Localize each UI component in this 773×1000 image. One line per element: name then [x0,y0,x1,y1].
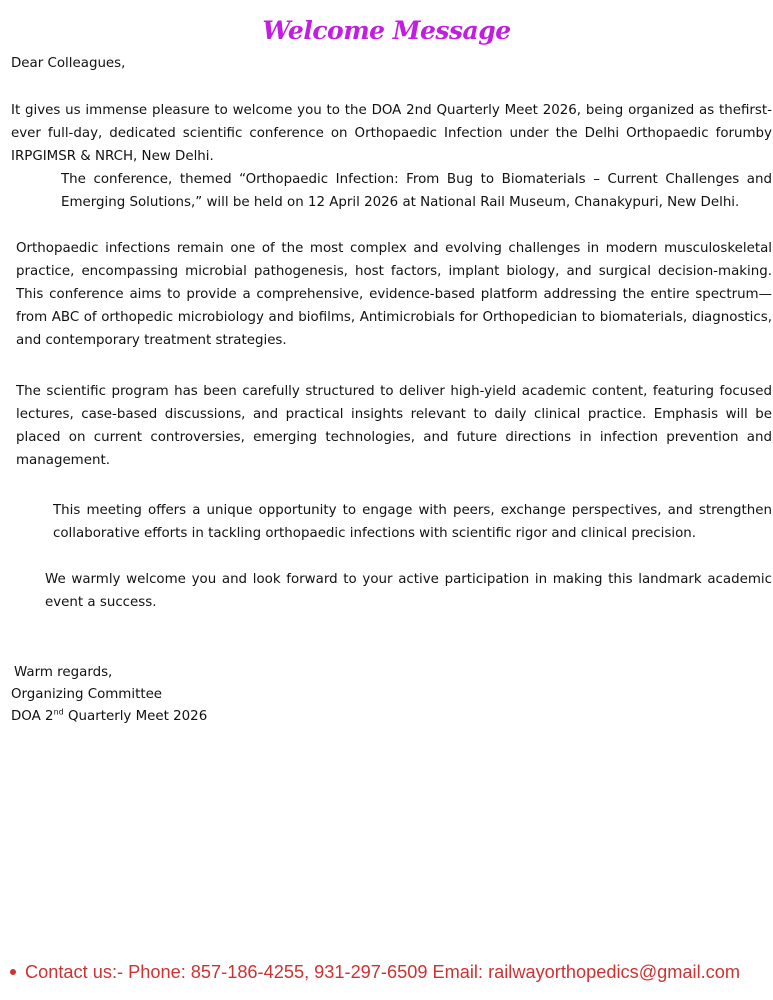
sign-off-regards: Warm regards, [14,665,113,680]
paragraph-infections: Orthopaedic infections remain one of the most complex and evolving challenges in modern musculoskeletal practice, encompassing microbial pathogenesis, host factors, implant biology, and surgical decision-making. This conference aims to provide a comprehensive, evidence-based platform addressing the entire spectrum—from ABC of orthopedic microbiology and biofilms, Antimicrobials for Orthopedician to biomaterials, diagnostics, and contemporary treatment strategies. [16,241,772,348]
paragraph-intro: It gives us immense pleasure to welcome you to the DOA 2nd Quarterly Meet 2026, being organized as thefirst-ever full-day, dedicated scientific conference on Orthopaedic Infection under the Delhi Orthopaedic forumby IRPGIMSR & NRCH, New Delhi. [11,103,772,164]
page-title: Welcome Message [262,16,511,45]
paragraph-welcome: We warmly welcome you and look forward to your active participation in making this landmark academic event a success. [45,572,772,610]
greeting: Dear Colleagues, [11,56,126,71]
sign-off-committee: Organizing Committee [11,687,163,702]
paragraph-program: The scientific program has been carefully structured to deliver high-yield academic content, featuring focused lectures, case-based discussions, and practical insights relevant to daily clinical practice. Emphasis will be placed on current controversies, emerging technologies, and future directions in infection prevention and management. [16,384,772,468]
letter-body [11,52,772,728]
event-name-prefix: DOA 2 [11,709,54,724]
paragraph-theme: The conference, themed “Orthopaedic Infection: From Bug to Biomaterials – Current Challenges and Emerging Solutions,” will be held on 12 April 2026 at National Rail Museum, Chanakypuri, New Delhi. [61,172,772,210]
paragraph-opportunity: This meeting offers a unique opportunity to engage with peers, exchange perspectives, and strengthen collaborative efforts in tackling orthopaedic infections with scientific rigor and clinical precision. [53,503,772,541]
contact-text: Contact us:- Phone: 857-186-4255, 931-297-6509 Email: railwayorthopedics@gmail.com [25,962,741,982]
event-ordinal-suffix: nd [53,707,64,717]
sign-off-event [11,706,772,728]
contact-line [10,962,770,983]
bullet-icon [10,969,16,975]
event-name-suffix: Quarterly Meet 2026 [63,709,208,724]
